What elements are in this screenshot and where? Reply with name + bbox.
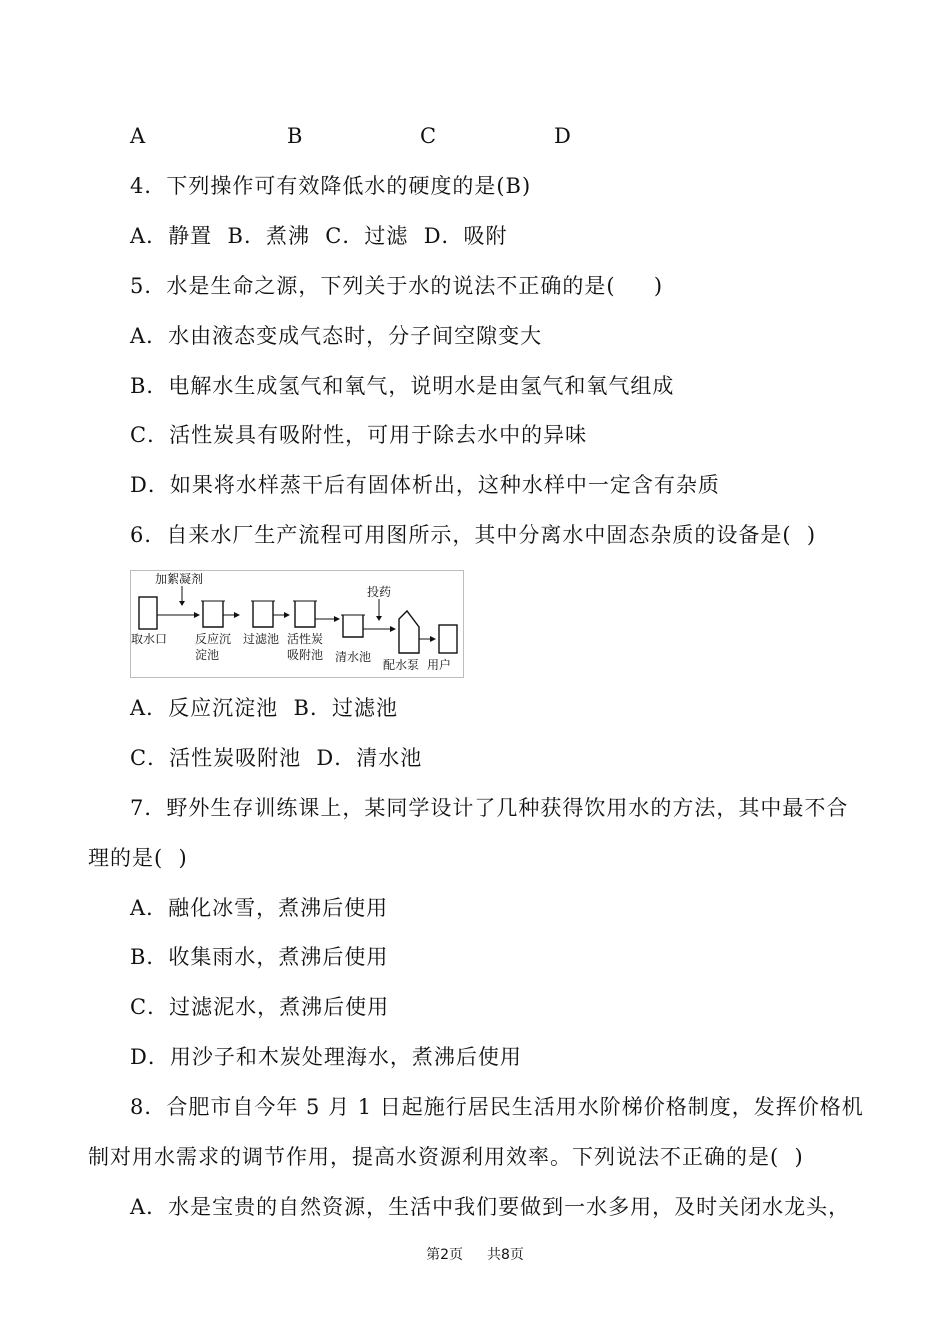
question-5-option-b: B．电解水生成氢气和氧气，说明水是由氢气和氧气组成: [130, 374, 675, 398]
question-6-options-cd: C．活性炭吸附池 D．清水池: [130, 746, 423, 770]
question-8: 8．合肥市自今年 5 月 1 日起施行居民生活用水阶梯价格制度，发挥价格机: [130, 1095, 864, 1119]
question-7-option-b: B．收集雨水，煮沸后使用: [130, 945, 389, 969]
carbon-tank: [295, 601, 315, 627]
question-8-option-a: A．水是宝贵的自然资源，生活中我们要做到一水多用，及时关闭水龙头，: [130, 1195, 851, 1219]
label-clean-water: 清水池: [335, 650, 372, 664]
question-8-continued: 制对用水需求的调节作用，提高水资源利用效率。下列说法不正确的是( ): [88, 1145, 804, 1169]
pipe-5-arrowhead: [390, 626, 396, 632]
flow-diagram-svg: [131, 571, 463, 677]
filter-tank: [253, 601, 273, 627]
user-box: [439, 625, 457, 653]
question-4-options: A．静置 B．煮沸 C．过滤 D．吸附: [130, 224, 508, 248]
reaction-tank: [203, 601, 223, 627]
question-5-option-d: D．如果将水样蒸干后有固体析出，这种水样中一定含有杂质: [130, 473, 720, 497]
pipe-1-arrowhead: [194, 612, 200, 618]
label-pump: 配水泵: [383, 658, 420, 672]
label-carbon-2: 吸附池: [287, 648, 324, 662]
question-7-option-d: D．用沙子和木炭处理海水，煮沸后使用: [130, 1045, 522, 1069]
label-intake: 取水口: [131, 632, 168, 646]
question-5: 5．水是生命之源，下列关于水的说法不正确的是( ): [130, 274, 664, 298]
page-footer: [0, 1246, 950, 1264]
page-total: 共8页: [487, 1247, 524, 1263]
question-7: 7．野外生存训练课上，某同学设计了几种获得饮用水的方法，其中最不合: [130, 796, 849, 820]
pipe-3-arrowhead: [284, 612, 290, 618]
label-carbon-1: 活性炭: [287, 632, 324, 646]
page-number: 第2页: [426, 1247, 463, 1263]
pipe-4-arrowhead: [334, 616, 340, 622]
dosing-arrowhead: [376, 616, 382, 621]
question-7-option-c: C．过滤泥水，煮沸后使用: [130, 995, 390, 1019]
label-user: 用户: [427, 658, 452, 672]
water-plant-diagram: [130, 570, 464, 678]
question-5-option-c: C．活性炭具有吸附性，可用于除去水中的异味: [130, 423, 588, 447]
pipe-2-arrowhead: [234, 612, 240, 618]
question-5-option-a: A．水由液态变成气态时，分子间空隙变大: [130, 324, 543, 348]
intake-box: [139, 597, 157, 629]
option-label-c: C: [420, 124, 437, 148]
question-6-options-ab: A．反应沉淀池 B．过滤池: [130, 696, 398, 720]
label-reaction-2: 淀池: [195, 648, 220, 662]
question-6: 6．自来水厂生产流程可用图所示，其中分离水中固态杂质的设备是( ): [130, 523, 817, 547]
label-reaction-1: 反应沉: [195, 632, 232, 646]
option-label-a: A: [130, 124, 146, 148]
question-7-option-a: A．融化冰雪，煮沸后使用: [130, 896, 389, 920]
clean-water-tank: [343, 615, 363, 637]
label-filter: 过滤池: [243, 632, 280, 646]
pump-shape: [399, 611, 419, 653]
option-label-b: B: [287, 124, 303, 148]
flocculant-arrowhead: [179, 601, 185, 606]
diagram-label-dosing: 投药: [367, 585, 392, 599]
pipe-6-arrowhead: [430, 636, 436, 642]
question-4: 4．下列操作可有效降低水的硬度的是(B): [130, 174, 532, 198]
option-label-d: D: [554, 124, 571, 148]
diagram-label-flocculant: 加絮凝剂: [155, 572, 204, 586]
question-7-continued: 理的是( ): [88, 846, 188, 870]
